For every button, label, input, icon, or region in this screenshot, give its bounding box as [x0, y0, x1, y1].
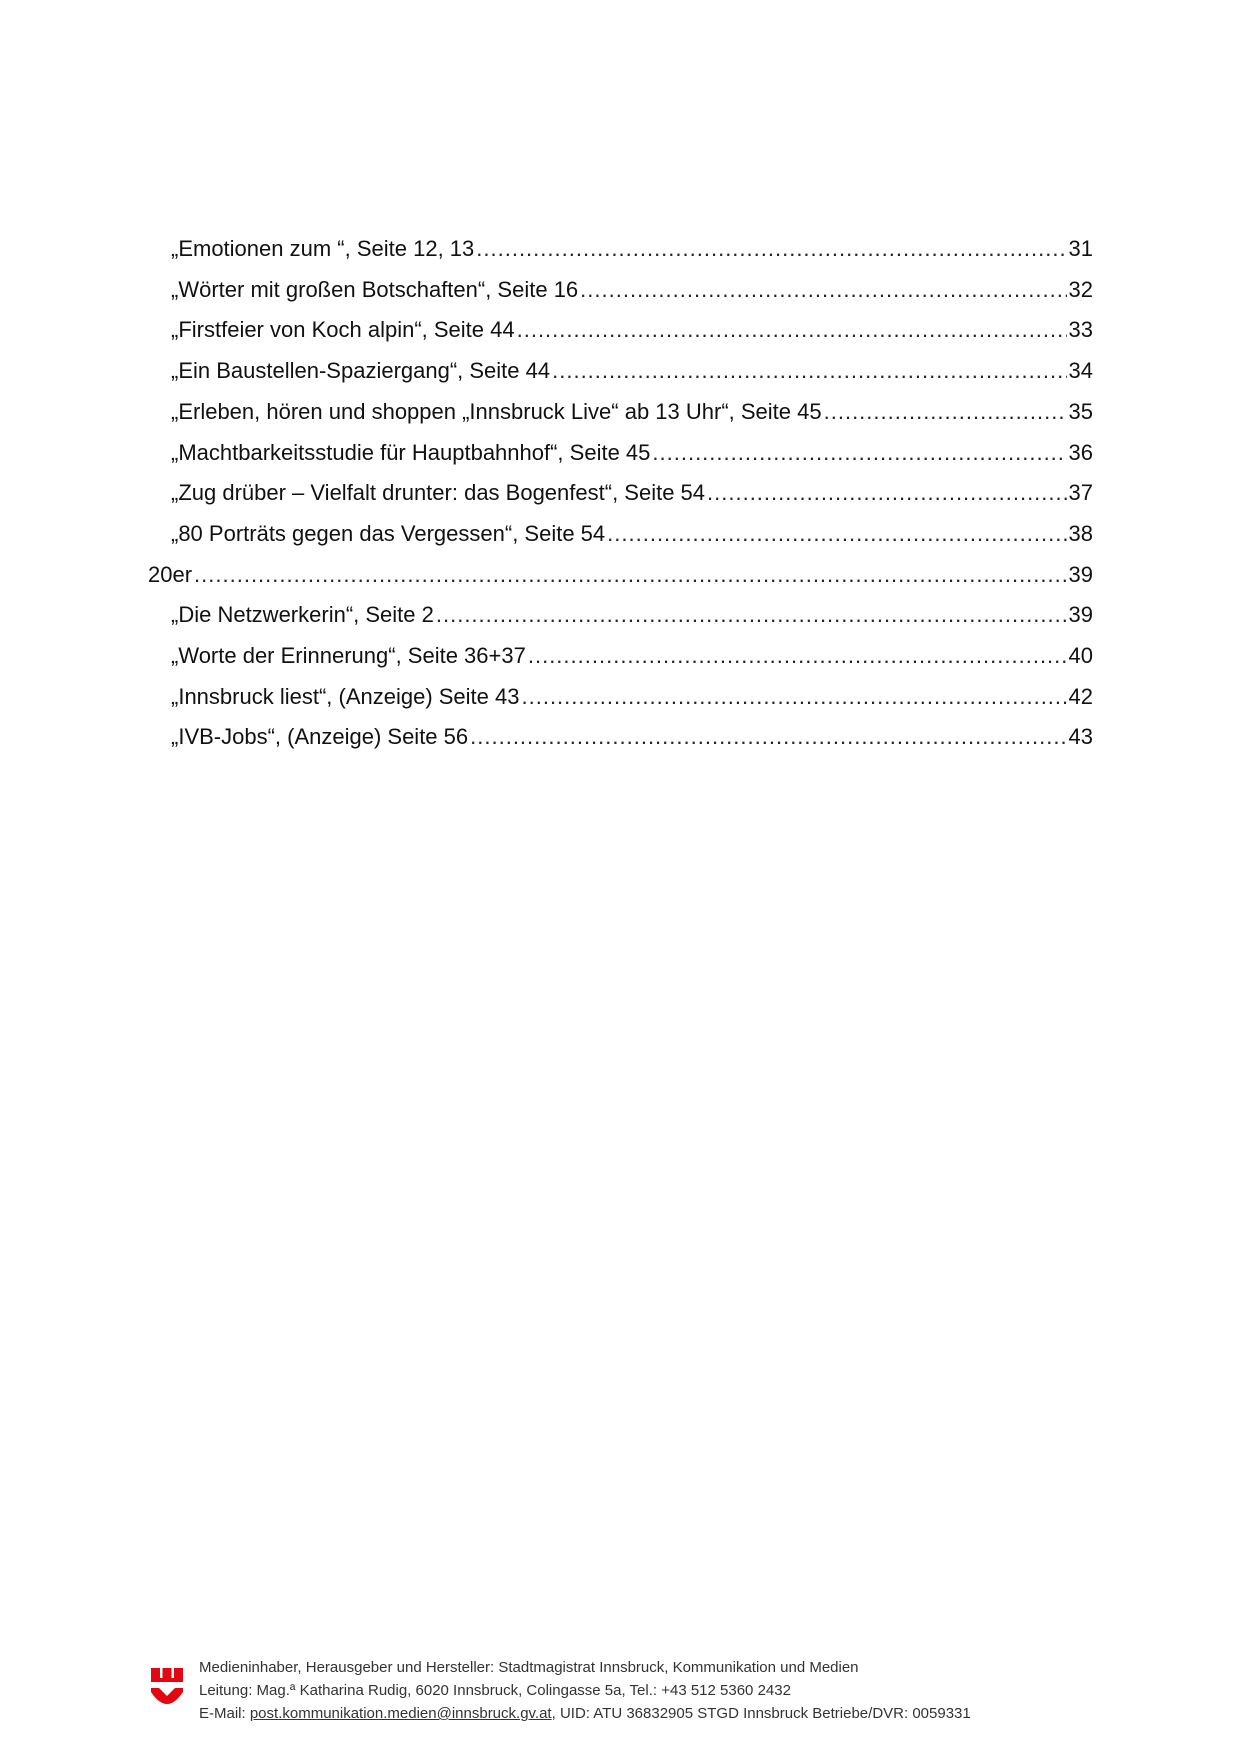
imprint-line-publisher: Medieninhaber, Herausgeber und Hersteller: Stadtmagistrat Innsbruck, Kommunikation und Medien	[199, 1659, 859, 1676]
toc-entry-title: „IVB-Jobs“, (Anzeige) Seite 56	[171, 724, 469, 750]
toc-entry-page-number: 32	[1068, 276, 1093, 302]
toc-dot-leader	[652, 433, 1066, 473]
toc-entry-page-number: 38	[1068, 520, 1093, 546]
toc-entry[interactable]	[171, 473, 1093, 513]
toc-entry-title: „Die Netzwerkerin“, Seite 2	[171, 602, 434, 628]
imprint-line-email	[199, 1702, 971, 1725]
toc-dot-leader	[707, 473, 1067, 513]
toc-entry-title: „Ein Baustellen-Spaziergang“, Seite 44	[171, 358, 551, 384]
toc-dot-leader	[517, 310, 1067, 350]
toc-entry[interactable]	[171, 310, 1093, 350]
toc-entry-page-number: 34	[1068, 358, 1093, 384]
toc-entry-title: „Worte der Erinnerung“, Seite 36+37	[171, 643, 526, 668]
toc-entry-title: „Machtbarkeitsstudie für Hauptbahnhof“, Seite 45	[171, 439, 651, 465]
toc-entry-page-number: 42	[1068, 683, 1093, 709]
toc-entry-title: „Erleben, hören und shoppen „Innsbruck Live“ ab 13 Uhr“, Seite 45	[171, 398, 822, 424]
toc-entry-title: „80 Porträts gegen das Vergessen“, Seite 54	[171, 520, 606, 546]
toc-entry-page-number: 35	[1068, 398, 1093, 424]
toc-entry-page-number: 43	[1068, 724, 1093, 750]
toc-entry[interactable]	[171, 270, 1093, 310]
toc-entry[interactable]	[171, 636, 1093, 676]
toc-entry[interactable]	[171, 229, 1093, 269]
email-label: E-Mail:	[199, 1705, 250, 1722]
toc-entry-page-number: 33	[1068, 317, 1093, 343]
toc-dot-leader	[528, 636, 1067, 676]
toc-dot-leader	[552, 351, 1066, 391]
toc-entry[interactable]	[171, 514, 1093, 554]
toc-entry-title: 20er	[148, 561, 193, 587]
toc-entry-page-number: 37	[1068, 480, 1093, 506]
toc-dot-leader	[470, 717, 1066, 757]
toc-dot-leader	[476, 229, 1066, 269]
toc-entry[interactable]	[148, 555, 1093, 595]
toc-entry[interactable]	[171, 677, 1093, 717]
toc-dot-leader	[607, 514, 1066, 554]
toc-dot-leader	[194, 555, 1066, 595]
toc-entry-title: „Firstfeier von Koch alpin“, Seite 44	[171, 317, 515, 343]
toc-entry-page-number: 31	[1068, 236, 1093, 261]
uid-text: , UID: ATU 36832905 STGD Innsbruck Betriebe/DVR: 0059331	[551, 1705, 971, 1722]
email-link[interactable]: post.kommunikation.medien@innsbruck.gv.at	[249, 1705, 552, 1722]
toc-entry-title: „Emotionen zum “, Seite 12, 13	[171, 236, 475, 261]
toc-entry[interactable]	[171, 717, 1093, 757]
toc-entry[interactable]	[171, 595, 1093, 635]
toc-entry-title: „Innsbruck liest“, (Anzeige) Seite 43	[171, 683, 520, 709]
toc-entry-page-number: 39	[1068, 602, 1093, 628]
toc-entry[interactable]	[171, 433, 1093, 473]
toc-entry-title: „Wörter mit großen Botschaften“, Seite 16	[171, 276, 579, 302]
toc-dot-leader	[824, 392, 1067, 432]
toc-entry[interactable]	[171, 351, 1093, 391]
toc-dot-leader	[580, 270, 1066, 310]
toc-entry-title: „Zug drüber – Vielfalt drunter: das Bogenfest“, Seite 54	[171, 480, 706, 506]
toc-dot-leader	[436, 595, 1067, 635]
toc-entry-page-number: 36	[1068, 439, 1093, 465]
imprint-text	[199, 1656, 971, 1725]
toc-dot-leader	[522, 677, 1067, 717]
toc-entry-page-number: 39	[1068, 561, 1093, 587]
imprint-line-contact: Leitung: Mag.ª Katharina Rudig, 6020 Innsbruck, Colingasse 5a, Tel.: +43 512 5360 2432	[199, 1682, 791, 1699]
toc-entry-page-number: 40	[1068, 643, 1093, 668]
city-logo-icon	[150, 1666, 184, 1706]
toc-entry[interactable]	[171, 392, 1093, 432]
